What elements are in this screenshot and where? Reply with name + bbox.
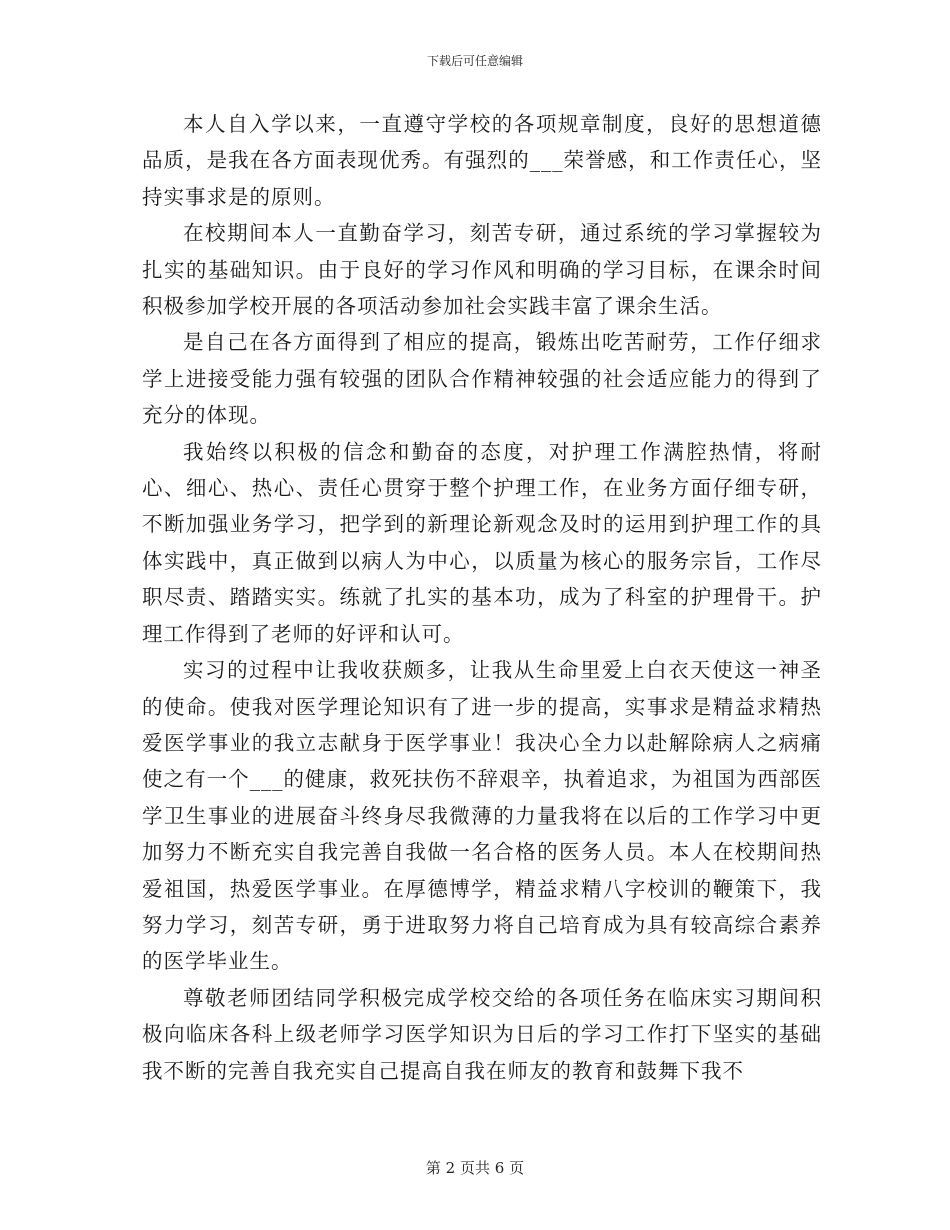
paragraph: 在校期间本人一直勤奋学习，刻苦专研，通过系统的学习掌握较为扎实的基础知识。由于良好的学习作风和明确的学习目标，在课余时间积极参加学校开展的各项活动参加社会实践丰富了课余生活。: [142, 221, 822, 319]
document-body: [142, 106, 822, 1089]
paragraph: 尊敬老师团结同学积极完成学校交给的各项任务在临床实习期间积极向临床各科上级老师学习医学知识为日后的学习工作打下坚实的基础我不断的完善自我充实自己提高自我在师友的教育和鼓舞下我不: [142, 985, 822, 1083]
paragraph: 我始终以积极的信念和勤奋的态度，对护理工作满腔热情，将耐心、细心、热心、责任心贯穿于整个护理工作，在业务方面仔细专研，不断加强业务学习，把学到的新理论新观念及时的运用到护理工作的具体实践中，真正做到以病人为中心，以质量为核心的服务宗旨，工作尽职尽责、踏踏实实。练就了扎实的基本功，成为了科室的护理骨干。护理工作得到了老师的好评和认可。: [142, 439, 822, 646]
paragraph: 实习的过程中让我收获颇多，让我从生命里爱上白衣天使这一神圣的使命。使我对医学理论知识有了进一步的提高，实事求是精益求精热爱医学事业的我立志献身于医学事业！我决心全力以赴解除病人之病痛使之有一个___的健康，救死扶伤不辞艰辛，执着追求，为祖国为西部医学卫生事业的进展奋斗终身尽我微薄的力量我将在以后的工作学习中更加努力不断充实自我完善自我做一名合格的医务人员。本人在校期间热爱祖国，热爱医学事业。在厚德博学，精益求精八字校训的鞭策下，我努力学习，刻苦专研，勇于进取努力将自己培育成为具有较高综合素养的医学毕业生。: [142, 658, 822, 974]
page-footer: 第 2 页共 6 页: [425, 1159, 525, 1177]
paragraph: 是自己在各方面得到了相应的提高，锻炼出吃苦耐劳，工作仔细求学上进接受能力强有较强的团队合作精神较强的社会适应能力的得到了充分的体现。: [142, 330, 822, 428]
page-header: 下载后可任意编辑: [426, 54, 523, 68]
paragraph: 本人自入学以来，一直遵守学校的各项规章制度，良好的思想道德品质，是我在各方面表现优秀。有强烈的___荣誉感，和工作责任心，坚持实事求是的原则。: [142, 112, 822, 209]
